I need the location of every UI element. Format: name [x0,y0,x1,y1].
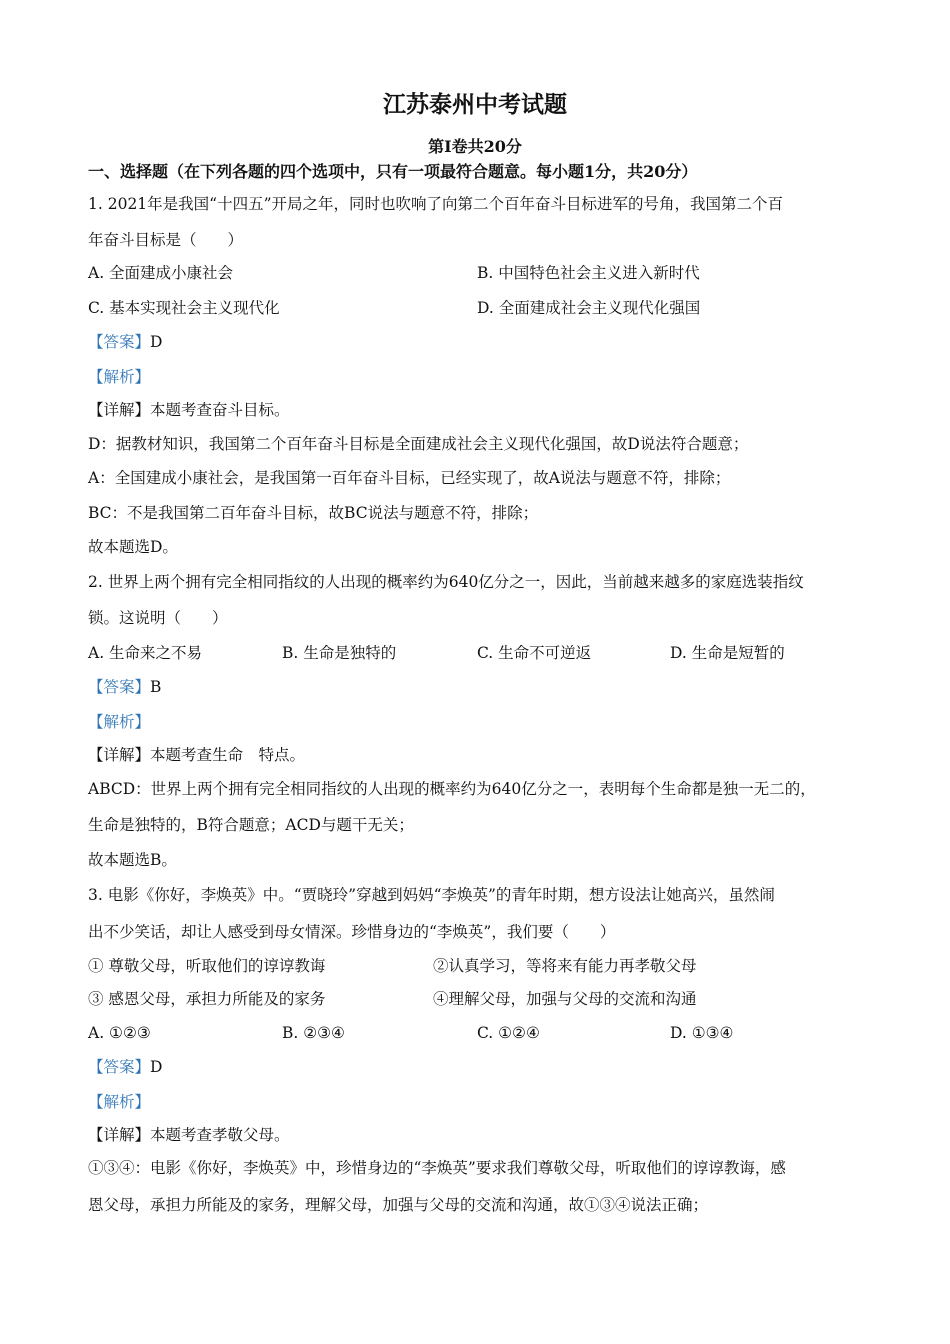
q1-analysis-tag: 【解析】 [88,368,151,386]
q3-detail: 【详解】本题考查孝敬父母。 [88,1126,290,1144]
q2-option-c: C. 生命不可逆返 [477,644,592,662]
q3-option-c: C. ①②④ [477,1024,540,1042]
q3-analysis-tag: 【解析】 [88,1093,151,1111]
q3-stem-line2: 出不少笑话，却让人感受到母女情深。珍惜身边的“李焕英”，我们要（ ） [88,923,616,941]
q1-explanation-1: D：据教材知识，我国第二个百年奋斗目标是全面建成社会主义现代化强国，故D说法符合题意； [88,435,749,453]
page-subtitle: 第Ⅰ卷共20分 [428,137,522,156]
q3-explanation-2: 恩父母，承担力所能及的家务，理解父母，加强与父母的交流和沟通，故①③④说法正确； [88,1196,709,1214]
answer-value: D [150,1058,163,1076]
q3-item-1: ① 尊敬父母，听取他们的谆谆教诲 [88,957,326,975]
q1-answer [88,332,162,352]
q2-option-d: D. 生命是短暂的 [670,644,785,662]
q1-stem-line1: 1. 2021年是我国“十四五”开局之年，同时也吹响了向第二个百年奋斗目标进军的号角，我国第二个百 [88,195,784,213]
q1-option-a: A. 全面建成小康社会 [88,264,234,282]
q3-item-4: ④理解父母，加强与父母的交流和沟通 [433,990,697,1008]
q2-stem-line1: 2. 世界上两个拥有完全相同指纹的人出现的概率约为640亿分之一，因此，当前越来越多的家庭选装指纹 [88,573,804,591]
q2-explanation-2: 生命是独特的，B符合题意；ACD与题干无关； [88,816,414,834]
q2-option-a: A. 生命来之不易 [88,644,203,662]
q3-option-b: B. ②③④ [282,1024,345,1042]
q3-option-d: D. ①③④ [670,1024,734,1042]
answer-value: D [150,333,163,351]
page-title: 江苏泰州中考试题 [383,91,567,118]
q2-stem-line2: 锁。这说明（ ） [88,609,228,627]
q1-option-d: D. 全面建成社会主义现代化强国 [477,299,701,317]
q2-explanation-1: ABCD：世界上两个拥有完全相同指纹的人出现的概率约为640亿分之一，表明每个生命都是独一无二的， [88,780,816,798]
q1-option-c: C. 基本实现社会主义现代化 [88,299,280,317]
q3-option-a: A. ①②③ [88,1024,151,1042]
q2-conclusion: 故本题选B。 [88,851,177,869]
q3-stem-line1: 3. 电影《你好，李焕英》中。“贾晓玲”穿越到妈妈“李焕英”的青年时期，想方设法让她高兴，虽然闹 [88,886,775,904]
section-heading: 一、选择题（在下列各题的四个选项中，只有一项最符合题意。每小题1分，共20分） [88,162,698,181]
q3-item-3: ③ 感恩父母，承担力所能及的家务 [88,990,326,1008]
q1-conclusion: 故本题选D。 [88,538,178,556]
q2-answer [88,677,161,697]
answer-tag: 【答案】 [88,333,151,351]
q2-analysis-tag: 【解析】 [88,713,151,731]
q1-explanation-2: A：全国建成小康社会，是我国第一百年奋斗目标，已经实现了，故A说法与题意不符，排除； [88,469,731,487]
q1-detail: 【详解】本题考查奋斗目标。 [88,401,290,419]
q3-item-2: ②认真学习，等将来有能力再孝敬父母 [433,957,697,975]
q1-stem-line2: 年奋斗目标是（ ） [88,231,244,249]
q2-option-b: B. 生命是独特的 [282,644,397,662]
answer-tag: 【答案】 [88,678,151,696]
q3-answer [88,1057,162,1077]
q2-detail: 【详解】本题考查生命 特点。 [88,746,306,764]
q1-explanation-3: BC：不是我国第二百年奋斗目标，故BC说法与题意不符，排除； [88,504,539,522]
answer-value: B [150,678,162,696]
q3-explanation-1: ①③④：电影《你好，李焕英》中，珍惜身边的“李焕英”要求我们尊敬父母，听取他们的谆谆教诲，感 [88,1159,786,1177]
q1-option-b: B. 中国特色社会主义进入新时代 [477,264,700,282]
answer-tag: 【答案】 [88,1058,151,1076]
